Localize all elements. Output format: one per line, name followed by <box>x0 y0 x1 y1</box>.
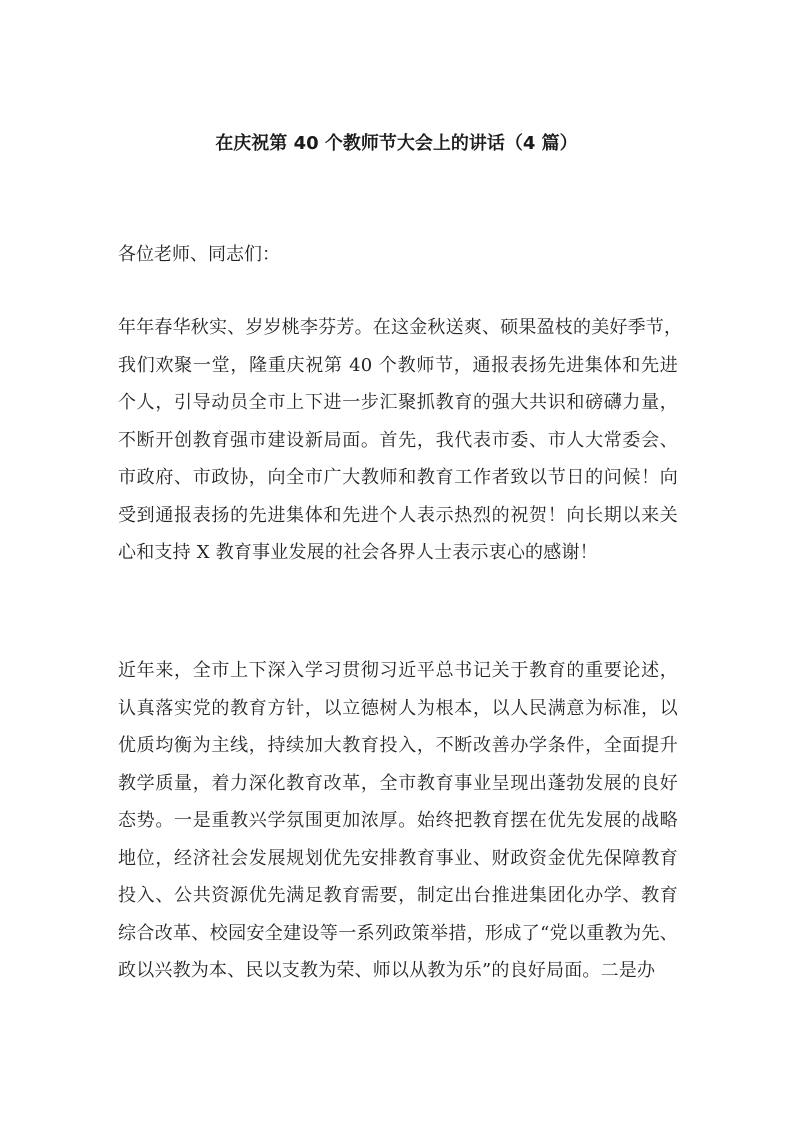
paragraph-2 <box>118 652 678 990</box>
text-line: 教学质量，着力深化教育改革，全市教育事业呈现出蓬勃发展的良好 <box>118 772 678 794</box>
text-line: 认真落实党的教育方针，以立德树人为根本，以人民满意为标准，以 <box>118 697 678 719</box>
text-line: 近年来，全市上下深入学习贯彻习近平总书记关于教育的重要论述， <box>118 660 678 681</box>
text-line: 综合改革、校园安全建设等一系列政策举措，形成了“党以重教为先、 <box>118 922 678 944</box>
text-line: 个人，引导动员全市上下进一步汇聚抓教育的强大共识和磅礴力量， <box>118 392 678 413</box>
text-line: 政以兴教为本、民以支教为荣、师以从教为乐”的良好局面。二是办 <box>118 960 656 981</box>
salutation: 各位老师、同志们： <box>118 244 280 265</box>
text-line: 不断开创教育强市建设新局面。首先，我代表市委、市人大常委会、 <box>118 429 678 451</box>
text-line: 投入、公共资源优先满足教育需要，制定出台推进集团化办学、教育 <box>118 885 678 906</box>
text-line: 心和支持 X 教育事业发展的社会各界人士表示衷心的感谢！ <box>118 542 598 563</box>
text-line: 受到通报表扬的先进集体和先进个人表示热烈的祝贺！向长期以来关 <box>118 504 678 526</box>
text-line: 我们欢聚一堂，隆重庆祝第 40 个教师节，通报表扬先进集体和先进 <box>118 354 678 376</box>
paragraph-1 <box>118 309 683 572</box>
text-line: 市政府、市政协，向全市广大教师和教育工作者致以节日的问候！向 <box>118 467 678 488</box>
text-line: 优质均衡为主线，持续加大教育投入，不断改善办学条件，全面提升 <box>118 735 678 756</box>
text-line: 地位，经济社会发展规划优先安排教育事业、财政资金优先保障教育 <box>118 847 678 869</box>
document-title: 在庆祝第 40 个教师节大会上的讲话（4 篇） <box>215 133 578 154</box>
text-line: 年年春华秋实、岁岁桃李芬芳。在这金秋送爽、硕果盈枝的美好季节， <box>118 317 683 338</box>
text-line: 态势。一是重教兴学氛围更加浓厚。始终把教育摆在优先发展的战略 <box>118 810 678 831</box>
